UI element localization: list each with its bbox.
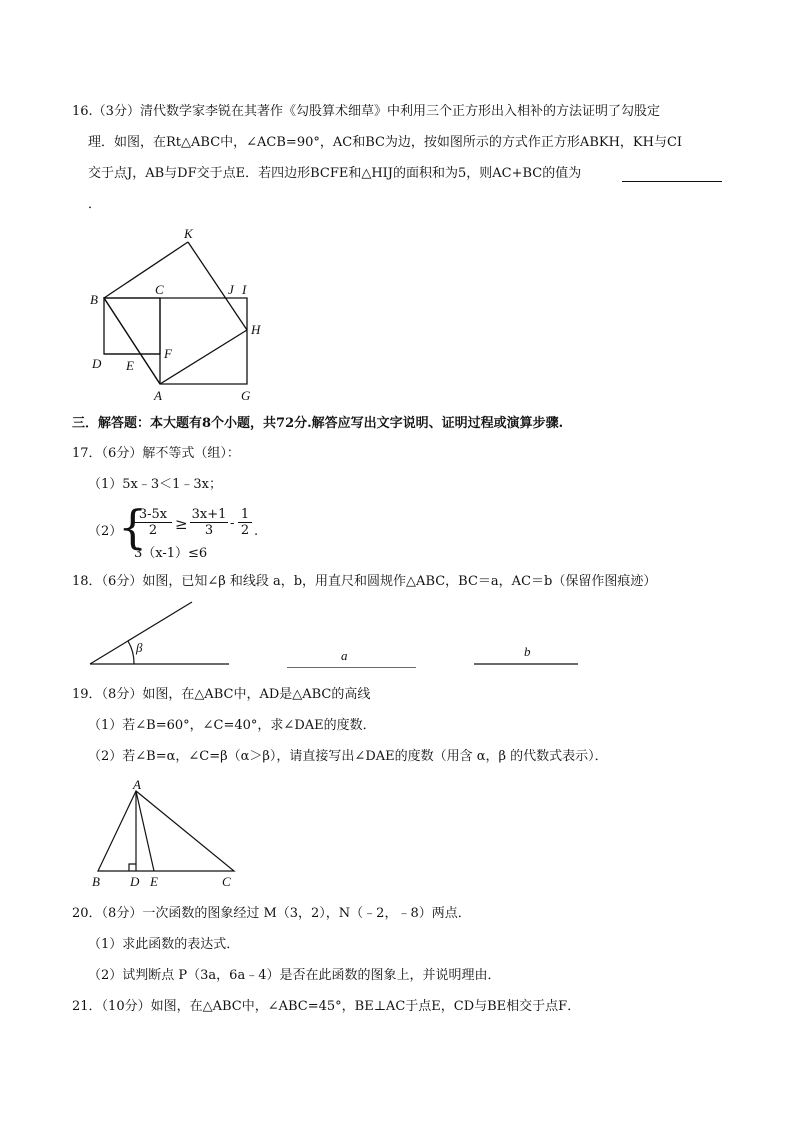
fig-label-a: A	[154, 388, 162, 403]
fig-label-c: C	[222, 874, 231, 888]
q16-line3: 交于点J，AB与DF交于点E．若四边形BCFE和△HIJ的面积和为5，则AC+BC的值为	[88, 166, 582, 181]
frac3-numerator: 1	[238, 507, 252, 523]
q20-title: 20．（8分）一次函数的图象经过 M（3，2），N（﹣2，﹣8）两点．	[72, 906, 471, 921]
label-beta: β	[136, 640, 143, 655]
fig-label-c: C	[155, 282, 164, 297]
q17-fraction-3	[238, 507, 252, 538]
q17-period: .	[254, 524, 259, 539]
q16-line1: 16.（3分）清代数学家李锐在其著作《勾股算术细草》中利用三个正方形出入相补的方法证明了勾股定	[72, 104, 660, 119]
section3-heading: 三．解答题：本大题有8个小题，共72分.解答应写出文字说明、证明过程或演算步骤.	[72, 416, 564, 431]
q16-figure	[80, 222, 280, 404]
q17-title: 17．（6分）解不等式（组）：	[72, 446, 240, 461]
fig-label-j: J	[228, 282, 234, 297]
right-angle-mark	[129, 864, 136, 871]
q17-geq: ≥	[175, 515, 188, 533]
frac3-denominator: 2	[240, 523, 250, 538]
q17-part2-label: （2）	[88, 524, 123, 539]
q17-part2-line2: 3（x-1）≤6	[134, 546, 208, 561]
q19-part2: （2）若∠B=α，∠C=β（α＞β），请直接写出∠DAE的度数（用含 α，β 的代数式表示）．	[88, 749, 608, 764]
label-a: a	[341, 648, 348, 663]
q19-title: 19．（8分）如图，在△ABC中，AD是△ABC的高线	[72, 687, 371, 702]
fig-label-b: B	[92, 874, 100, 888]
label-b: b	[524, 644, 531, 659]
q20-part2: （2）试判断点 P（3a，6a﹣4）是否在此函数的图象上，并说明理由．	[88, 968, 501, 983]
q20-part1: （1）求此函数的表达式．	[88, 937, 240, 952]
frac2-numerator: 3x+1	[191, 507, 227, 522]
fig-label-i: I	[242, 282, 247, 297]
fig-label-a: A	[133, 778, 141, 792]
q17-fraction-2	[190, 507, 228, 538]
fig-label-h: H	[251, 322, 261, 337]
q19-figure	[86, 778, 246, 888]
q18-title: 18．（6分）如图，已知∠β 和线段 a，b，用直尺和圆规作△ABC，BC＝a，AC＝b（保留作图痕迹）	[72, 574, 657, 589]
fig-label-b: B	[90, 292, 98, 307]
q16-line2: 理．如图，在Rt△ABC中，∠ACB=90°，AC和BC为边，按如图所示的方式作正方形ABKH，KH与CI	[88, 135, 683, 150]
fig-label-d: D	[130, 874, 140, 888]
q16-line4: ．	[88, 197, 102, 212]
q16-answer-blank	[622, 166, 722, 182]
frac1-denominator: 2	[148, 523, 158, 538]
q17-minus: -	[230, 516, 235, 531]
fig-label-k: K	[184, 226, 193, 241]
q17-brace: {	[118, 500, 148, 554]
fig-label-f: F	[164, 346, 172, 361]
q19-part1: （1）若∠B=60°，∠C=40°，求∠DAE的度数．	[88, 718, 376, 733]
fig-label-g: G	[241, 388, 251, 403]
q18-figure	[86, 598, 586, 668]
fig-label-e: E	[150, 874, 158, 888]
q17-fraction-1	[134, 507, 172, 538]
frac1-numerator: 3-5x	[134, 507, 172, 523]
q21-title: 21．（10分）如图，在△ABC中，∠ABC=45°，BE⊥AC于点E，CD与BE相交于点F．	[72, 999, 581, 1014]
frac2-denominator: 3	[204, 523, 214, 538]
angle-arc	[128, 641, 134, 664]
fig-label-e: E	[126, 358, 134, 373]
fig-label-d: D	[92, 356, 102, 371]
triangle-abc	[98, 791, 234, 871]
q17-part1: （1）5x﹣3＜1﹣3x；	[88, 477, 223, 492]
